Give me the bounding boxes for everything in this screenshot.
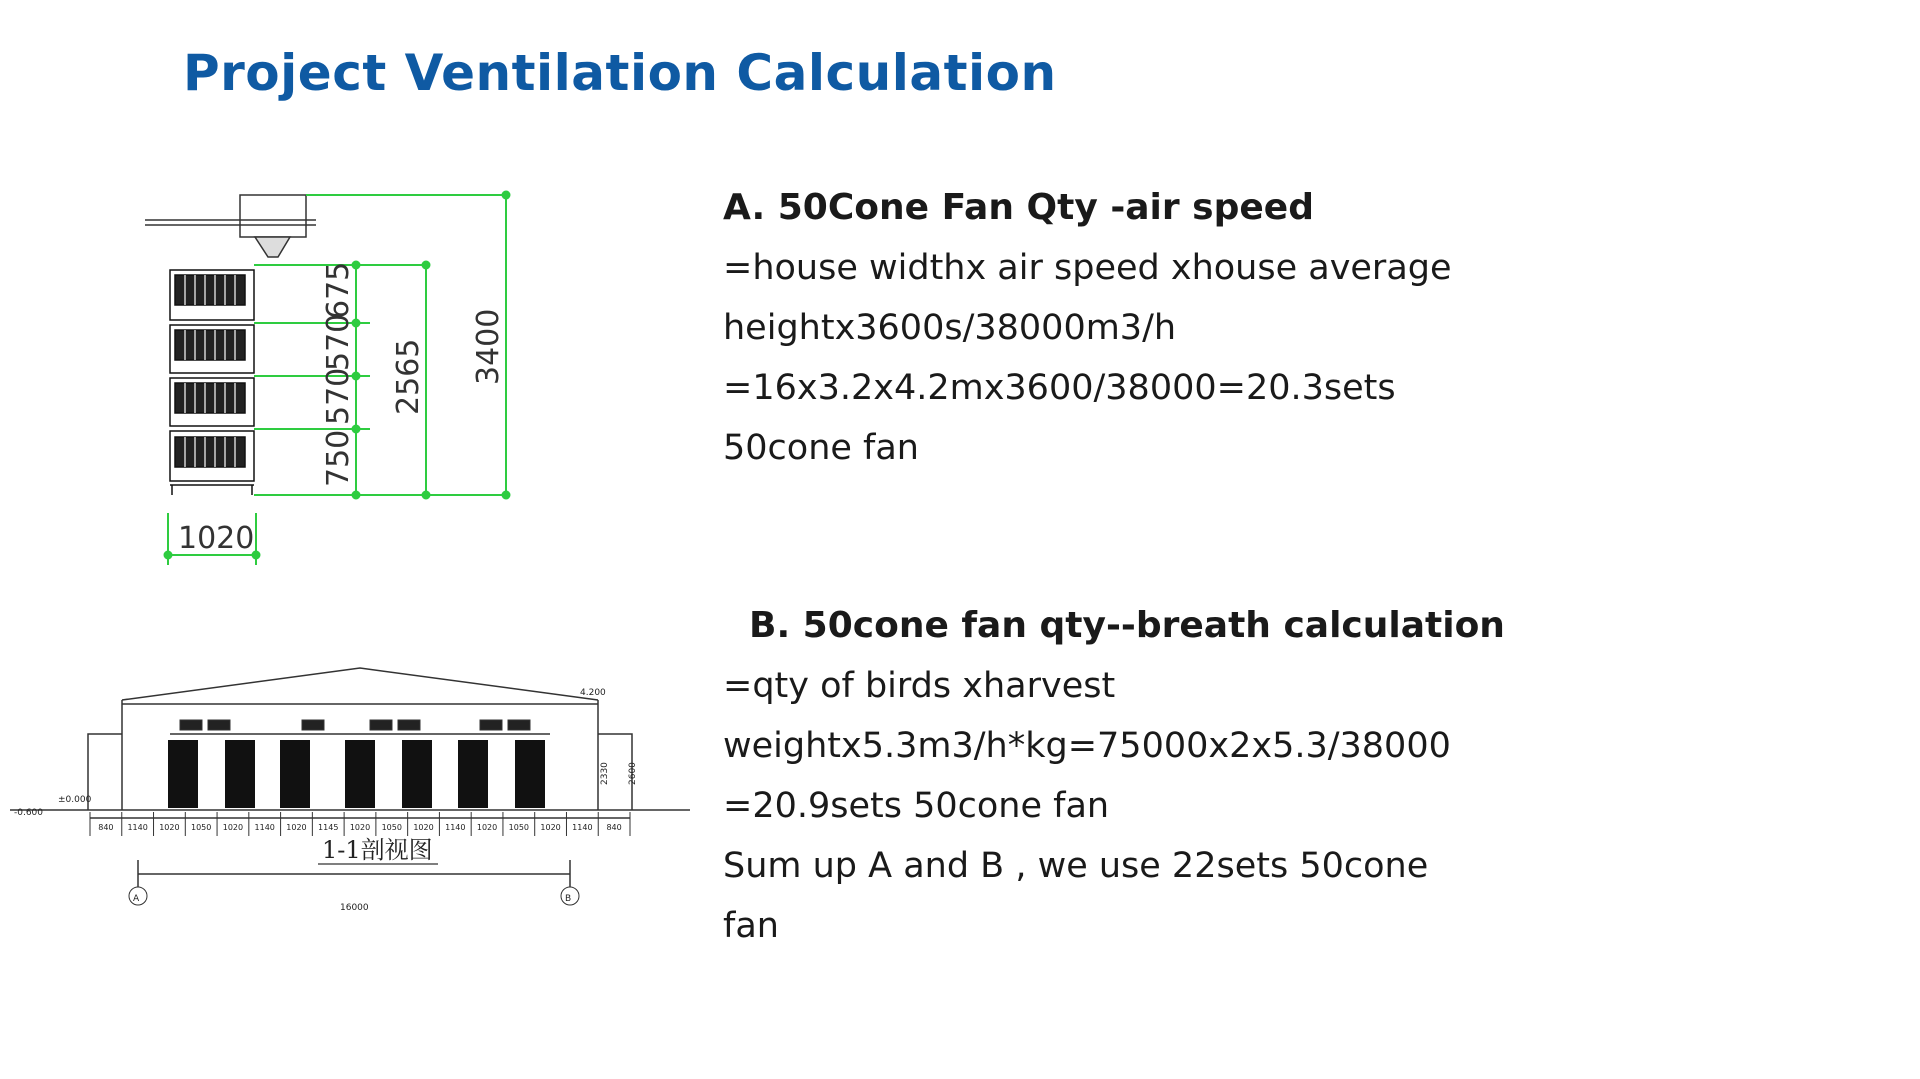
page-title: Project Ventilation Calculation (183, 44, 1057, 102)
dim-675: 675 (321, 261, 356, 319)
calculation-b-heading: B. 50cone fan qty--breath calculation (749, 605, 1505, 646)
calculation-b-line: =qty of birds xharvest (723, 666, 1116, 706)
calculation-a-line: 50cone fan (723, 428, 919, 468)
bay-dimension-label: 1020 (476, 823, 498, 832)
calculation-b (723, 596, 1505, 956)
house-section-drawing (10, 660, 690, 930)
level-top: 4.200 (580, 688, 606, 698)
bay-dimension-row (90, 812, 630, 836)
calculation-b-line: fan (723, 906, 779, 946)
cage-elevation-drawing (60, 175, 620, 585)
bay-dimension-label: 1140 (445, 823, 466, 832)
grid-a-label: A (133, 894, 140, 904)
total-width-label: 16000 (340, 903, 369, 913)
bay-dimension-label: 1050 (508, 823, 530, 832)
bay-dimension-label: 1020 (349, 823, 371, 832)
bay-dimension-label: 1020 (540, 823, 561, 832)
bay-dimension-label: 1140 (254, 823, 275, 832)
dim-2330: 2330 (600, 762, 610, 785)
cage-stack (170, 270, 254, 495)
section-label: 1-1剖视图 (322, 836, 433, 864)
bay-dimension-label: 840 (98, 823, 114, 832)
calculation-b-line: =20.9sets 50cone fan (723, 786, 1110, 826)
bay-dimension-label: 1140 (572, 823, 593, 832)
dim-3400: 3400 (471, 308, 506, 385)
dim-570-a: 570 (321, 367, 356, 425)
calculation-b-line: weightx5.3m3/h*kg=75000x2x5.3/38000 (723, 726, 1451, 766)
level-zero: ±0.000 (58, 795, 92, 805)
bay-dimension-label: 1020 (159, 823, 180, 832)
bay-dimension-label: 1050 (381, 823, 402, 832)
dim-2565: 2565 (391, 338, 426, 415)
calculation-b-line: Sum up A and B , we use 22sets 50cone (723, 846, 1429, 886)
bay-dimension-label: 1020 (413, 823, 434, 832)
level-neg: -0.600 (14, 808, 44, 818)
calculation-a-line: =house widthx air speed xhouse average (723, 248, 1452, 288)
calculation-a (723, 178, 1452, 478)
bay-dimension-label: 1140 (127, 823, 148, 832)
grid-b-label: B (565, 894, 572, 904)
dim-750: 750 (321, 429, 356, 487)
cage-rows (168, 740, 545, 808)
bay-dimension-label: 1020 (286, 823, 307, 832)
calculation-a-heading: A. 50Cone Fan Qty -air speed (723, 187, 1314, 228)
bay-dimension-label: 840 (606, 823, 622, 832)
calculation-a-line: =16x3.2x4.2mx3600/38000=20.3sets (723, 368, 1396, 408)
dim-2600: 2600 (628, 762, 638, 785)
fan-box (145, 195, 316, 257)
bay-dimension-label: 1145 (318, 823, 339, 832)
dim-1020: 1020 (178, 521, 255, 556)
dim-570-b: 570 (321, 313, 356, 371)
bay-dimension-label: 1020 (222, 823, 244, 832)
fans (170, 720, 550, 734)
bay-dimension-label: 1050 (190, 823, 212, 832)
calculation-a-line: heightx3600s/38000m3/h (723, 308, 1177, 348)
